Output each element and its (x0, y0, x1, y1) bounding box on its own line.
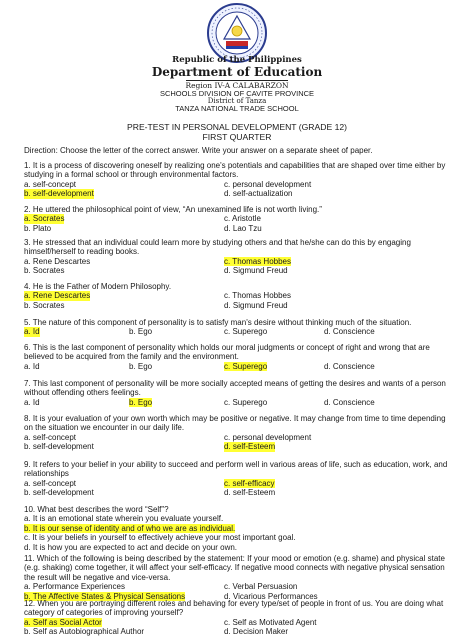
direction-text: Direction: Choose the letter of the correct answer. Write your answer on a separate sheet of paper. (24, 146, 373, 155)
question-stem: 2. He uttered the philosophical point of view, “An unexamined life is not worth living.” (24, 205, 322, 214)
question-stem: 5. The nature of this component of personality is to satisfy man's desire without thinking much of the situation. (24, 318, 412, 327)
question-5 (24, 318, 454, 337)
quarter-label: FIRST QUARTER (202, 132, 272, 142)
option-b: b. Ego (129, 327, 153, 337)
question-stem: 4. He is the Father of Modern Philosophy. (24, 282, 172, 291)
question-2 (24, 205, 454, 233)
question-stem: 11. Which of the following is being described by the statement: If your mood or emotion (e.g. shame) and physical state (e.g. shaking) come together, it will affect your self-efficacy. If negative mood connects with negative physical sensation the result will be negative and vice-versa. (24, 554, 445, 582)
option-c-highlighted: c. Thomas Hobbes (224, 256, 291, 266)
option-d: d. Decision Maker (224, 627, 289, 637)
department-line: Department of Education (151, 65, 323, 79)
option-a: a. Performance Experiences (24, 582, 125, 592)
option-b: b. Ego (129, 361, 153, 371)
option-a: a. Rene Descartes (24, 256, 91, 266)
option-c-highlighted: c. Superego (224, 361, 268, 371)
option-b-highlighted: b. Ego (129, 397, 153, 407)
school-name: TANZA NATIONAL TRADE SCHOOL (175, 104, 299, 113)
question-3 (24, 238, 454, 276)
region-line: Region IV-A CALABARZON (185, 81, 289, 90)
option-a-highlighted: a. Rene Descartes (24, 291, 91, 301)
question-stem: 8. It is your evaluation of your own worth which may be positive or negative. It may change from time to time depending on the situation we encounter in our daily life. (24, 414, 446, 433)
option-a: a. It is an emotional state wherein you evaluate yourself. (24, 514, 224, 524)
option-c: c. personal development (224, 179, 312, 189)
options (24, 618, 454, 637)
option-c: c. Superego (224, 397, 268, 407)
option-c-highlighted: c. self-efficacy (224, 478, 275, 488)
option-a: a. self-concept (24, 478, 77, 488)
question-4 (24, 282, 454, 310)
question-stem: 1. It is a process of discovering oneself by realizing one's potentials and capabilities that are shaped over time either by studying in a formal school or through environmental factors. (24, 161, 446, 180)
options (24, 433, 454, 452)
question-stem: 10. What best describes the word “Self”? (24, 505, 169, 514)
option-a: a. self-concept (24, 179, 77, 189)
option-d: d. Lao Tzu (224, 223, 262, 233)
district-line: District of Tanza (207, 97, 267, 105)
option-c: c. Verbal Persuasion (224, 582, 298, 592)
option-b-highlighted: b. It is our sense of identity and of who we are as individual. (24, 523, 236, 533)
schools-division-line: SCHOOLS DIVISION OF CAVITE PROVINCE (159, 89, 315, 98)
options (24, 291, 454, 310)
option-c: c. Self as Motivated Agent (224, 617, 317, 627)
option-d: d. self-Esteem (224, 488, 276, 498)
option-a-highlighted: a. Self as Social Actor (24, 617, 102, 627)
option-b: b. self-development (24, 442, 94, 452)
option-d: d. Conscience (324, 361, 375, 371)
option-d: d. It is how you are expected to act and decide on your own. (24, 542, 238, 552)
option-b: b. Self as Autobiographical Author (24, 627, 145, 637)
option-b-highlighted: b. The Affective States & Physical Sensations (24, 591, 186, 601)
option-d-highlighted: d. self-Esteem (224, 442, 276, 452)
option-b-highlighted: b. self-development (24, 189, 94, 199)
option-c: c. personal development (224, 432, 312, 442)
option-b: b. Socrates (24, 300, 65, 310)
republic-line: Republic of the Philippines (172, 55, 302, 65)
option-a: a. Id (24, 361, 40, 371)
question-6 (24, 343, 454, 372)
option-a: a. self-concept (24, 432, 77, 442)
option-d: d. self-actualization (224, 189, 293, 199)
question-stem: 3. He stressed that an individual could learn more by studying others and that he/she can do this by engaging himself/herself to reading books. (24, 238, 411, 257)
options (24, 257, 454, 276)
question-stem: 7. This last component of personality will be more socially accepted means of getting the desires and wants of a person without offending others feelings. (24, 379, 446, 398)
option-c: c. It is your beliefs in yourself to effectively achieve your most important goal. (24, 533, 296, 543)
question-12 (24, 599, 454, 637)
option-c: c. Thomas Hobbes (224, 291, 291, 301)
question-stem: 12. When you are portraying different roles and behaving for every type/set of people in front of us. You are doing what category of categories of improving yourself? (24, 599, 444, 618)
option-c: c. Superego (224, 327, 268, 337)
option-c: c. Aristotle (224, 214, 261, 224)
option-a-highlighted: a. Socrates (24, 214, 65, 224)
options (24, 214, 454, 233)
test-title: PRE-TEST IN PERSONAL DEVELOPMENT (GRADE 12) (127, 122, 347, 132)
options (24, 479, 454, 498)
option-b: b. Plato (24, 223, 52, 233)
question-1 (24, 161, 454, 199)
options (24, 362, 454, 372)
option-d: d. Conscience (324, 397, 375, 407)
options (24, 398, 454, 408)
question-8 (24, 414, 454, 452)
question-stem: 6. This is the last component of personality which holds our moral judgments or concept of right and wrong that are believed to be acquired from the family and the environment. (24, 343, 430, 362)
option-d: d. Sigmund Freud (224, 300, 288, 310)
question-7 (24, 379, 454, 408)
option-a: a. Id (24, 397, 40, 407)
option-a-highlighted: a. Id (24, 327, 40, 337)
option-b: b. self-development (24, 488, 94, 498)
options (24, 180, 454, 199)
options (24, 327, 454, 337)
option-b: b. Socrates (24, 266, 65, 276)
question-9 (24, 460, 454, 498)
option-d: d. Vicarious Performances (224, 591, 318, 601)
option-d: d. Sigmund Freud (224, 266, 288, 276)
options (24, 514, 454, 552)
option-d: d. Conscience (324, 327, 375, 337)
question-stem: 9. It refers to your belief in your ability to succeed and perform well in various areas of life, such as education, work, and relationships (24, 460, 448, 479)
question-11 (24, 554, 454, 601)
question-10 (24, 505, 454, 552)
